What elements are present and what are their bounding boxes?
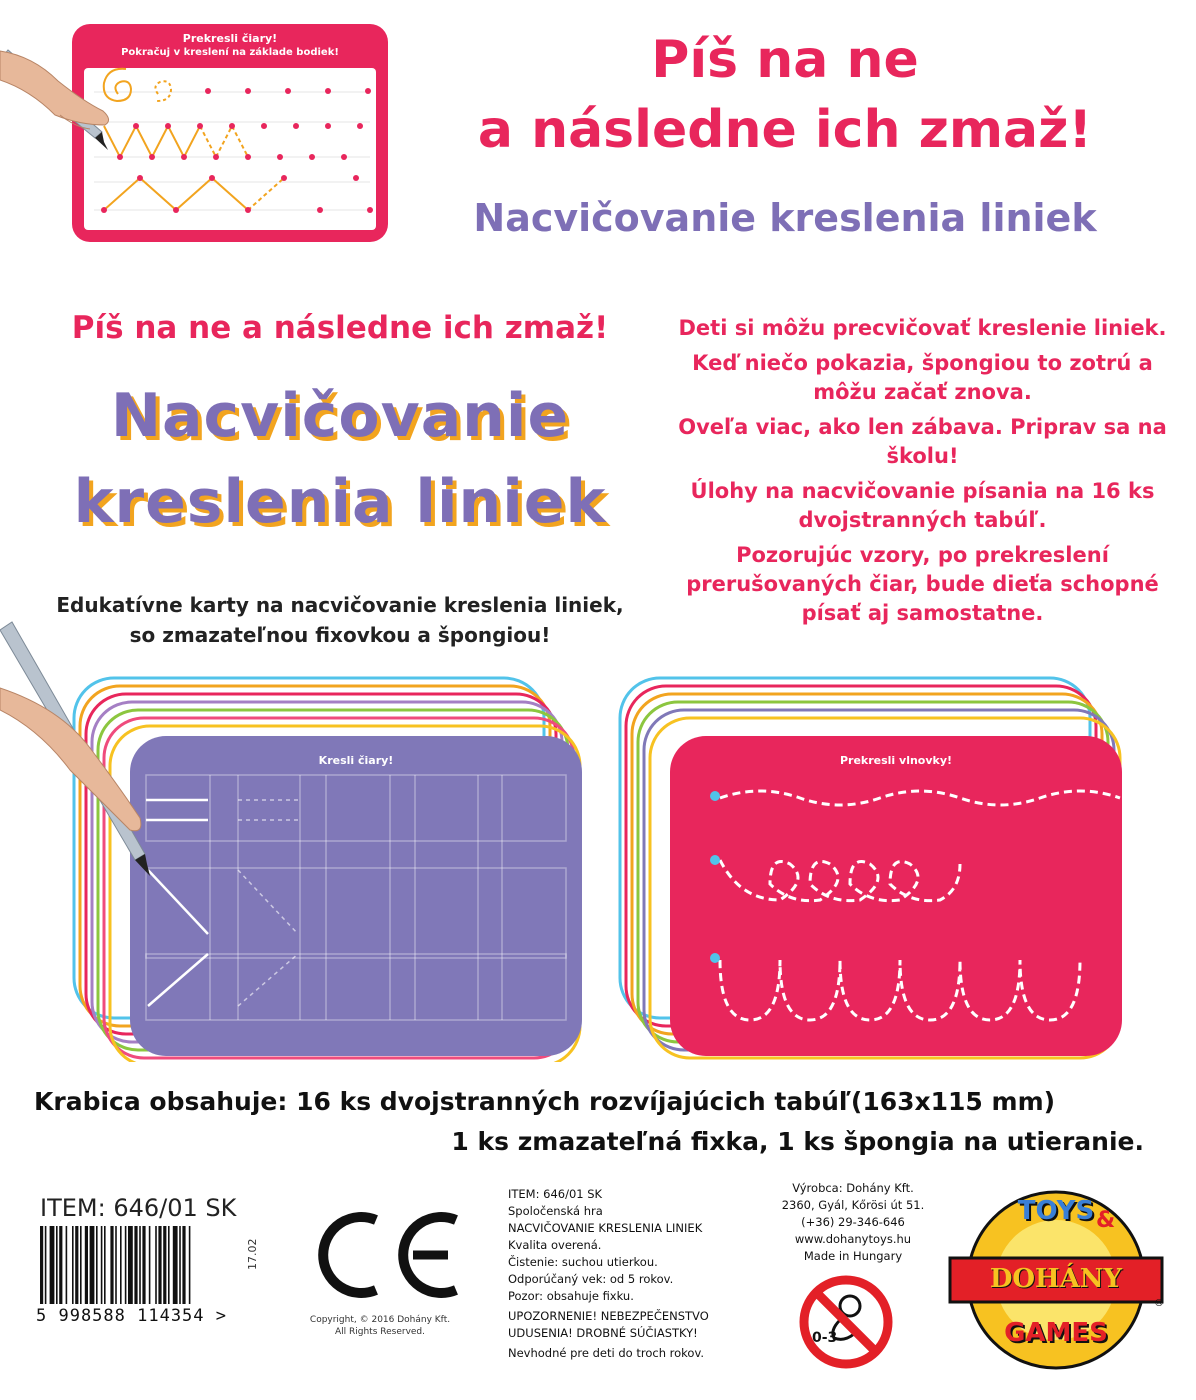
contents-line-1: Krabica obsahuje: 16 ks dvojstranných rozvíjajúcich tabúľ(163x115 mm)	[34, 1087, 1056, 1116]
barcode-bar	[163, 1226, 166, 1304]
top-card-title-1: Prekresli čiary!	[182, 32, 278, 45]
header-line-1: Píš na ne	[651, 30, 919, 90]
logo-bottom-text: GAMES	[1004, 1318, 1108, 1348]
barcode-bar	[90, 1226, 95, 1304]
product-info	[508, 1186, 748, 1362]
barcode-bar	[168, 1226, 170, 1304]
top-card-title-2: Pokračuj v kreslení na základe bodiek!	[121, 47, 339, 58]
barcode-bar	[45, 1226, 47, 1304]
logo-line-2: kreslenia liniek	[73, 467, 607, 537]
barcode-bar	[128, 1226, 133, 1304]
barcode-bar	[139, 1226, 141, 1304]
ce-mark	[308, 1210, 468, 1300]
tagline: Píš na ne a následne ich zmaž!	[71, 310, 609, 346]
info-line: ITEM: 646/01 SK	[508, 1187, 603, 1201]
barcode-side-code: 17.02	[246, 1238, 259, 1270]
logo-top-text: TOYS	[1017, 1196, 1095, 1226]
card-stacks	[60, 670, 1136, 1062]
barcode-bar	[182, 1226, 185, 1304]
barcode-bar	[173, 1226, 178, 1304]
barcode-bar	[96, 1226, 98, 1304]
copyright-line-1: Copyright, © 2016 Dohány Kft.	[309, 1315, 451, 1325]
info-line: UPOZORNENIE! NEBEZPEČENSTVO	[508, 1309, 709, 1323]
edu-line-1: Edukatívne karty na nacvičovanie kreslenia liniek,	[56, 593, 624, 617]
info-line: Spoločenská hra	[508, 1204, 603, 1218]
barcode-bar	[72, 1226, 74, 1304]
item-number: ITEM: 646/01 SK	[40, 1194, 237, 1222]
description-item: Pozorujúc vzory, po prekreslení prerušovaných čiar, bude dieťa schopné písať aj samostatne.	[686, 543, 1159, 625]
info-line: Čistenie: suchou utierkou.	[508, 1255, 658, 1269]
barcode-bar	[120, 1226, 122, 1304]
barcode-bar	[56, 1226, 58, 1304]
description-item: Oveľa viac, ako len zábava. Priprav sa na školu!	[678, 415, 1167, 468]
barcode-bar	[134, 1226, 137, 1304]
age-warning-label: 0-3	[812, 1330, 838, 1346]
maker-line: (+36) 29-346-646	[801, 1215, 905, 1229]
barcode-bar	[158, 1226, 161, 1304]
description-item: Úlohy na nacvičovanie písania na 16 ks dvojstranných tabúľ.	[690, 479, 1155, 532]
barcode-bar	[155, 1226, 157, 1304]
copyright-line-2: All Rights Reserved.	[334, 1327, 426, 1337]
description-item: Keď niečo pokazia, špongiou to zotrú a môžu začať znova.	[692, 351, 1153, 404]
info-line: UDUSENIA! DROBNÉ SÚČIASTKY!	[508, 1326, 698, 1340]
hand-with-marker-image	[0, 600, 170, 900]
barcode-number: 5 998588 114354 >	[36, 1306, 227, 1326]
no-children-icon	[796, 1272, 896, 1372]
left-card	[130, 736, 582, 1056]
maker-line: Made in Hungary	[803, 1249, 903, 1263]
ce-mark-icon	[308, 1210, 468, 1300]
header-line-2: a následne ich zmaž!	[477, 100, 1093, 160]
barcode-bar	[85, 1226, 88, 1304]
barcode-bar	[142, 1226, 145, 1304]
logo-line-1: Nacvičovanie	[110, 381, 570, 451]
right-card-title: Prekresli vlnovky!	[839, 754, 953, 767]
dohany-logo	[946, 1186, 1170, 1376]
copyright	[300, 1314, 460, 1338]
maker-line: Výrobca: Dohány Kft.	[792, 1181, 914, 1195]
logo-ampersand: &	[1096, 1208, 1116, 1233]
barcode-bar	[66, 1226, 68, 1304]
info-line: Kvalita overená.	[508, 1238, 602, 1252]
description-item: Deti si môžu precvičovať kreslenie liniek.	[678, 316, 1167, 340]
edu-line-2: so zmazateľnou fixovkou a špongiou!	[129, 623, 551, 647]
manufacturer-info	[758, 1180, 948, 1265]
barcode-bar	[110, 1226, 113, 1304]
hand-with-marker-image	[0, 20, 130, 170]
barcode-bar	[80, 1226, 82, 1304]
maker-line: 2360, Gyál, Kőrösi út 51.	[781, 1198, 925, 1212]
barcode-bar	[125, 1226, 127, 1304]
info-line: Odporúčaný vek: od 5 rokov.	[508, 1272, 674, 1286]
barcode-bar	[115, 1226, 117, 1304]
maker-line: www.dohanytoys.hu	[794, 1232, 912, 1246]
barcode-bar	[40, 1226, 43, 1304]
barcode-bar	[75, 1226, 78, 1304]
barcode-bar	[149, 1226, 151, 1304]
barcode-bar	[179, 1226, 181, 1304]
info-line: Nevhodné pre deti do troch rokov.	[508, 1346, 705, 1360]
barcode-bar	[101, 1226, 103, 1304]
description	[660, 314, 1185, 634]
barcode-bar	[50, 1226, 55, 1304]
info-line: Pozor: obsahuje fixku.	[508, 1289, 634, 1303]
barcode-bar	[104, 1226, 106, 1304]
logo-name: DOHÁNY	[989, 1264, 1123, 1294]
barcode-bar	[189, 1226, 191, 1304]
header-subtitle: Nacvičovanie kreslenia liniek	[473, 196, 1097, 240]
left-card-title: Kresli čiary!	[318, 754, 394, 767]
contents-line-2: 1 ks zmazateľná fixka, 1 ks špongia na utieranie.	[451, 1127, 1144, 1156]
logo-registered-mark: ®	[1154, 1298, 1164, 1309]
barcode-bar	[59, 1226, 62, 1304]
info-line: NACVIČOVANIE KRESLENIA LINIEK	[508, 1221, 703, 1235]
age-warning-sign	[796, 1272, 896, 1372]
right-card	[670, 736, 1122, 1056]
